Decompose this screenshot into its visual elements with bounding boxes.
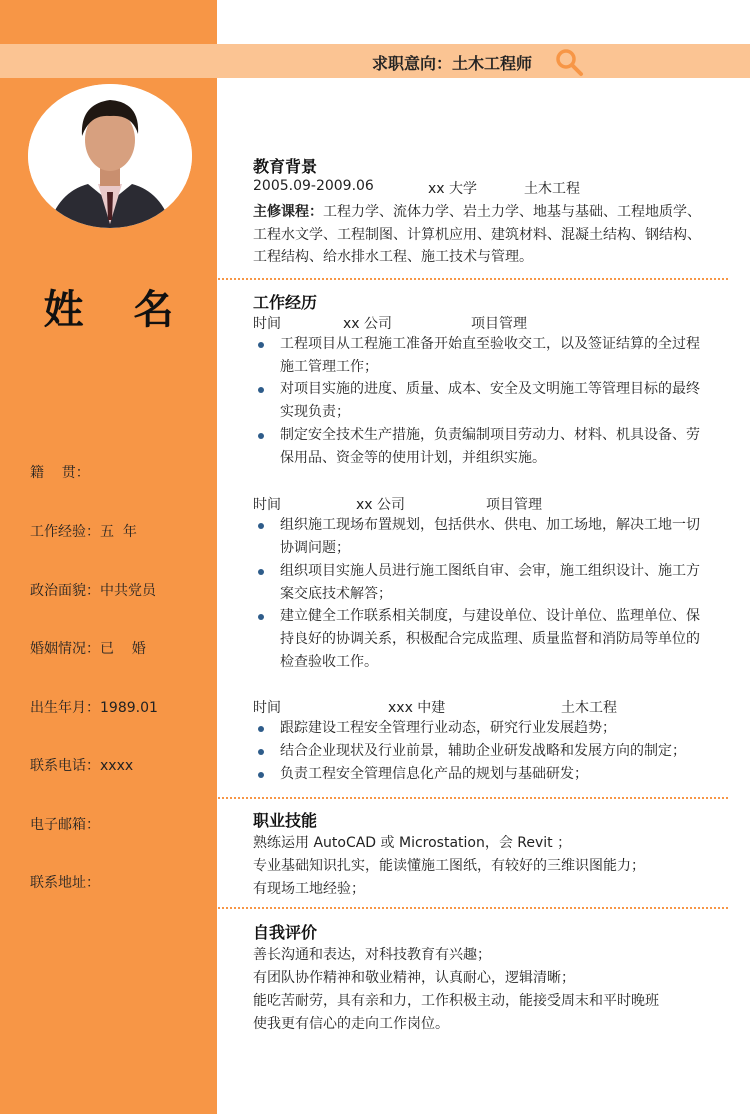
skills-line: 专业基础知识扎实，能读懂施工图纸，有较好的三维识图能力； — [253, 858, 645, 874]
info-native-place: 籍 贯： — [30, 465, 90, 481]
self-line: 有团队协作精神和敬业精神，认真耐心，逻辑清晰； — [253, 970, 575, 986]
job-time: 时间 — [253, 316, 281, 332]
section-divider — [218, 907, 728, 909]
bullet-icon — [258, 433, 264, 439]
job-duty: 工程项目从工程施工准备开始直至验收交工，以及签证结算的全过程施工管理工作； — [280, 336, 700, 375]
job-time: 时间 — [253, 497, 281, 513]
bullet-icon — [258, 387, 264, 393]
info-phone: 联系电话：xxxx — [30, 758, 134, 774]
section-divider — [218, 278, 728, 280]
info-marital: 婚姻情况：已 婚 — [30, 641, 146, 657]
job-intent: 求职意向：土木工程师 — [372, 54, 533, 73]
bullet-icon — [258, 342, 264, 348]
courses-line-3: 工程结构、给水排水工程、施工技术与管理。 — [253, 249, 533, 265]
job-duty: 负责工程安全管理信息化产品的规划与基础研发； — [280, 766, 588, 782]
courses-line-1: 主修课程：工程力学、流体力学、岩土力学、地基与基础、工程地质学、 — [253, 204, 701, 220]
bullet-icon — [258, 569, 264, 575]
bullet-icon — [258, 749, 264, 755]
job-role: 项目管理 — [486, 497, 542, 513]
job-company: xx 公司 — [356, 497, 406, 513]
skills-title: 职业技能 — [253, 811, 318, 830]
job-duty: 制定安全技术生产措施，负责编制项目劳动力、材料、机具设备、劳保用品、资金等的使用计划，并组织实施。 — [280, 427, 700, 466]
candidate-name: 姓 名 — [43, 287, 192, 333]
self-line: 能吃苦耐劳，具有亲和力，工作积极主动，能接受周末和平时晚班 — [253, 993, 659, 1009]
bullet-icon — [258, 523, 264, 529]
bullet-icon — [258, 614, 264, 620]
job-duty: 跟踪建设工程安全管理行业动态，研究行业发展趋势； — [280, 720, 616, 736]
job-role: 项目管理 — [471, 316, 527, 332]
job-duty: 对项目实施的进度、质量、成本、安全及文明施工等管理目标的最终实现负责； — [280, 381, 700, 420]
courses-label: 主修课程： — [253, 204, 323, 220]
self-line: 善长沟通和表达，对科技教育有兴趣； — [253, 947, 491, 963]
job-time: 时间 — [253, 700, 281, 716]
education-school: xx 大学 — [428, 181, 478, 197]
job-company: xx 公司 — [343, 316, 393, 332]
search-icon[interactable] — [554, 47, 584, 77]
job-company: xxx 中建 — [388, 700, 446, 716]
job-duty: 建立健全工作联系相关制度，与建设单位、设计单位、监理单位、保持良好的协调关系，积极配合完成监理、质量监督和消防局等单位的检查验收工作。 — [280, 608, 700, 670]
info-birth: 出生年月：1989.01 — [30, 700, 158, 716]
info-address: 联系地址： — [30, 875, 100, 891]
section-divider — [218, 797, 728, 799]
info-political: 政治面貌：中共党员 — [30, 583, 156, 599]
avatar — [28, 84, 192, 228]
education-major: 土木工程 — [524, 181, 580, 197]
bullet-icon — [258, 726, 264, 732]
info-experience: 工作经验：五 年 — [30, 524, 137, 540]
bullet-icon — [258, 772, 264, 778]
work-title: 工作经历 — [253, 293, 318, 312]
courses-line-2: 工程水文学、工程制图、计算机应用、建筑材料、混凝土结构、钢结构、 — [253, 227, 701, 243]
job-duty: 结合企业现状及行业前景，辅助企业研发战略和发展方向的制定； — [280, 743, 686, 759]
job-duty: 组织项目实施人员进行施工图纸自审、会审，施工组织设计、施工方案交底技术解答； — [280, 563, 700, 602]
skills-line: 有现场工地经验； — [253, 881, 365, 897]
skills-line: 熟练运用 AutoCAD 或 Microstation，会 Revit ； — [253, 835, 572, 851]
job-duty: 组织施工现场布置规划，包括供水、供电、加工场地，解决工地一切协调问题； — [280, 517, 700, 556]
self-title: 自我评价 — [253, 923, 318, 942]
info-email: 电子邮箱： — [30, 817, 100, 833]
education-period: 2005.09-2009.06 — [253, 178, 374, 194]
education-title: 教育背景 — [253, 157, 318, 176]
job-role: 土木工程 — [561, 700, 617, 716]
self-line: 使我更有信心的走向工作岗位。 — [253, 1016, 449, 1032]
